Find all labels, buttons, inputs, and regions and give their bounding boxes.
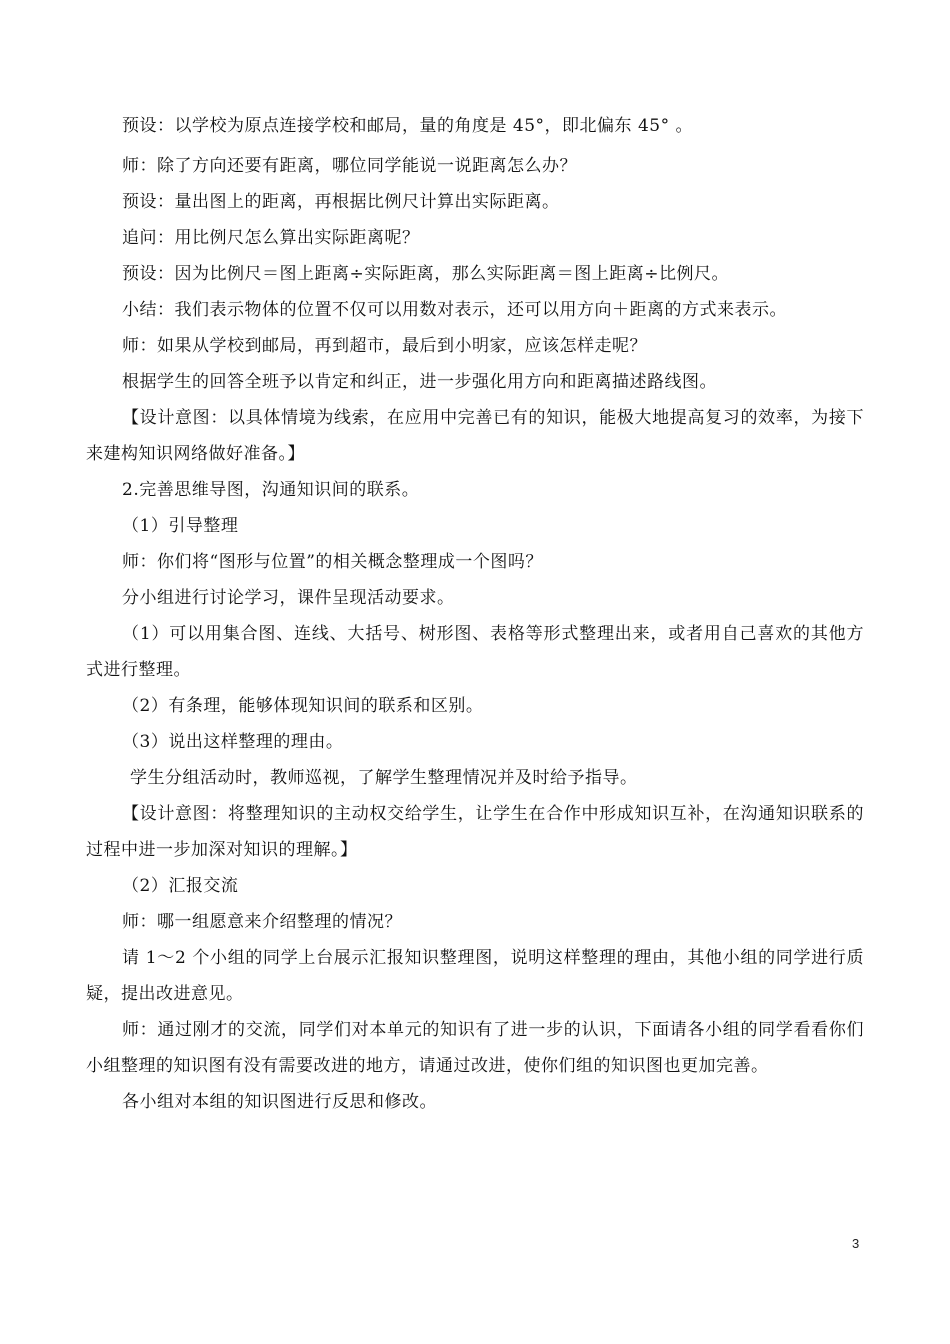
paragraph-group-reflection: 各小组对本组的知识图进行反思和修改。 [122,1092,437,1112]
paragraph-teacher-route: 师：如果从学校到邮局，再到超市，最后到小明家，应该怎样走呢？ [122,336,647,356]
paragraph-class-feedback: 根据学生的回答全班予以肯定和纠正，进一步强化用方向和距离描述路线图。 [122,372,717,392]
paragraph-subheading-report: （2）汇报交流 [122,876,239,896]
paragraph-teacher-patrol: 学生分组活动时，教师巡视，了解学生整理情况并及时给予指导。 [130,768,638,788]
paragraph-section-heading-mind-map: 2.完善思维导图，沟通知识间的联系。 [122,480,420,500]
paragraph-teacher-improve: 师：通过刚才的交流，同学们对本单元的知识有了进一步的认识，下面请各小组的同学看看你们小组整理的知识图有没有需要改进的地方，请通过改进，使你们组的知识图也更加完善。 [86,1020,864,1076]
page-number: 3 [852,1236,860,1251]
paragraph-requirement-2: （2）有条理，能够体现知识间的联系和区别。 [122,696,484,716]
paragraph-design-intent-1: 【设计意图：以具体情境为线索，在应用中完善已有的知识，能极大地提高复习的效率，为接下来建构知识网络做好准备。】 [86,408,864,464]
paragraph-summary: 小结：我们表示物体的位置不仅可以用数对表示，还可以用方向＋距离的方式来表示。 [122,300,787,320]
paragraph-design-intent-2: 【设计意图：将整理知识的主动权交给学生，让学生在合作中形成知识互补，在沟通知识联系的过程中进一步加深对知识的理解。】 [86,804,864,860]
paragraph-preset-measure: 预设：量出图上的距离，再根据比例尺计算出实际距离。 [122,192,560,212]
paragraph-teacher-which-group: 师：哪一组愿意来介绍整理的情况？ [122,912,402,932]
paragraph-group-presentation: 请 1～2 个小组的同学上台展示汇报知识整理图，说明这样整理的理由，其他小组的同学进行质疑，提出改进意见。 [86,948,864,1004]
paragraph-requirement-1: （1）可以用集合图、连线、大括号、树形图、表格等形式整理出来，或者用自己喜欢的其他方式进行整理。 [86,624,864,680]
paragraph-preset-scale-formula: 预设：因为比例尺＝图上距离÷实际距离，那么实际距离＝图上距离÷比例尺。 [122,264,729,284]
document-body [86,108,864,1120]
paragraph-teacher-distance: 师：除了方向还要有距离，哪位同学能说一说距离怎么办？ [122,156,577,176]
paragraph-preset-angle: 预设：以学校为原点连接学校和邮局，量的角度是 45°，即北偏东 45° 。 [122,116,693,136]
paragraph-requirement-3: （3）说出这样整理的理由。 [122,732,344,752]
paragraph-teacher-question-concepts: 师：你们将“图形与位置”的相关概念整理成一个图吗？ [122,552,543,572]
paragraph-follow-up-question: 追问：用比例尺怎么算出实际距离呢？ [122,228,420,248]
paragraph-group-discussion: 分小组进行讨论学习，课件呈现活动要求。 [122,588,455,608]
paragraph-subheading-guide: （1）引导整理 [122,516,239,536]
